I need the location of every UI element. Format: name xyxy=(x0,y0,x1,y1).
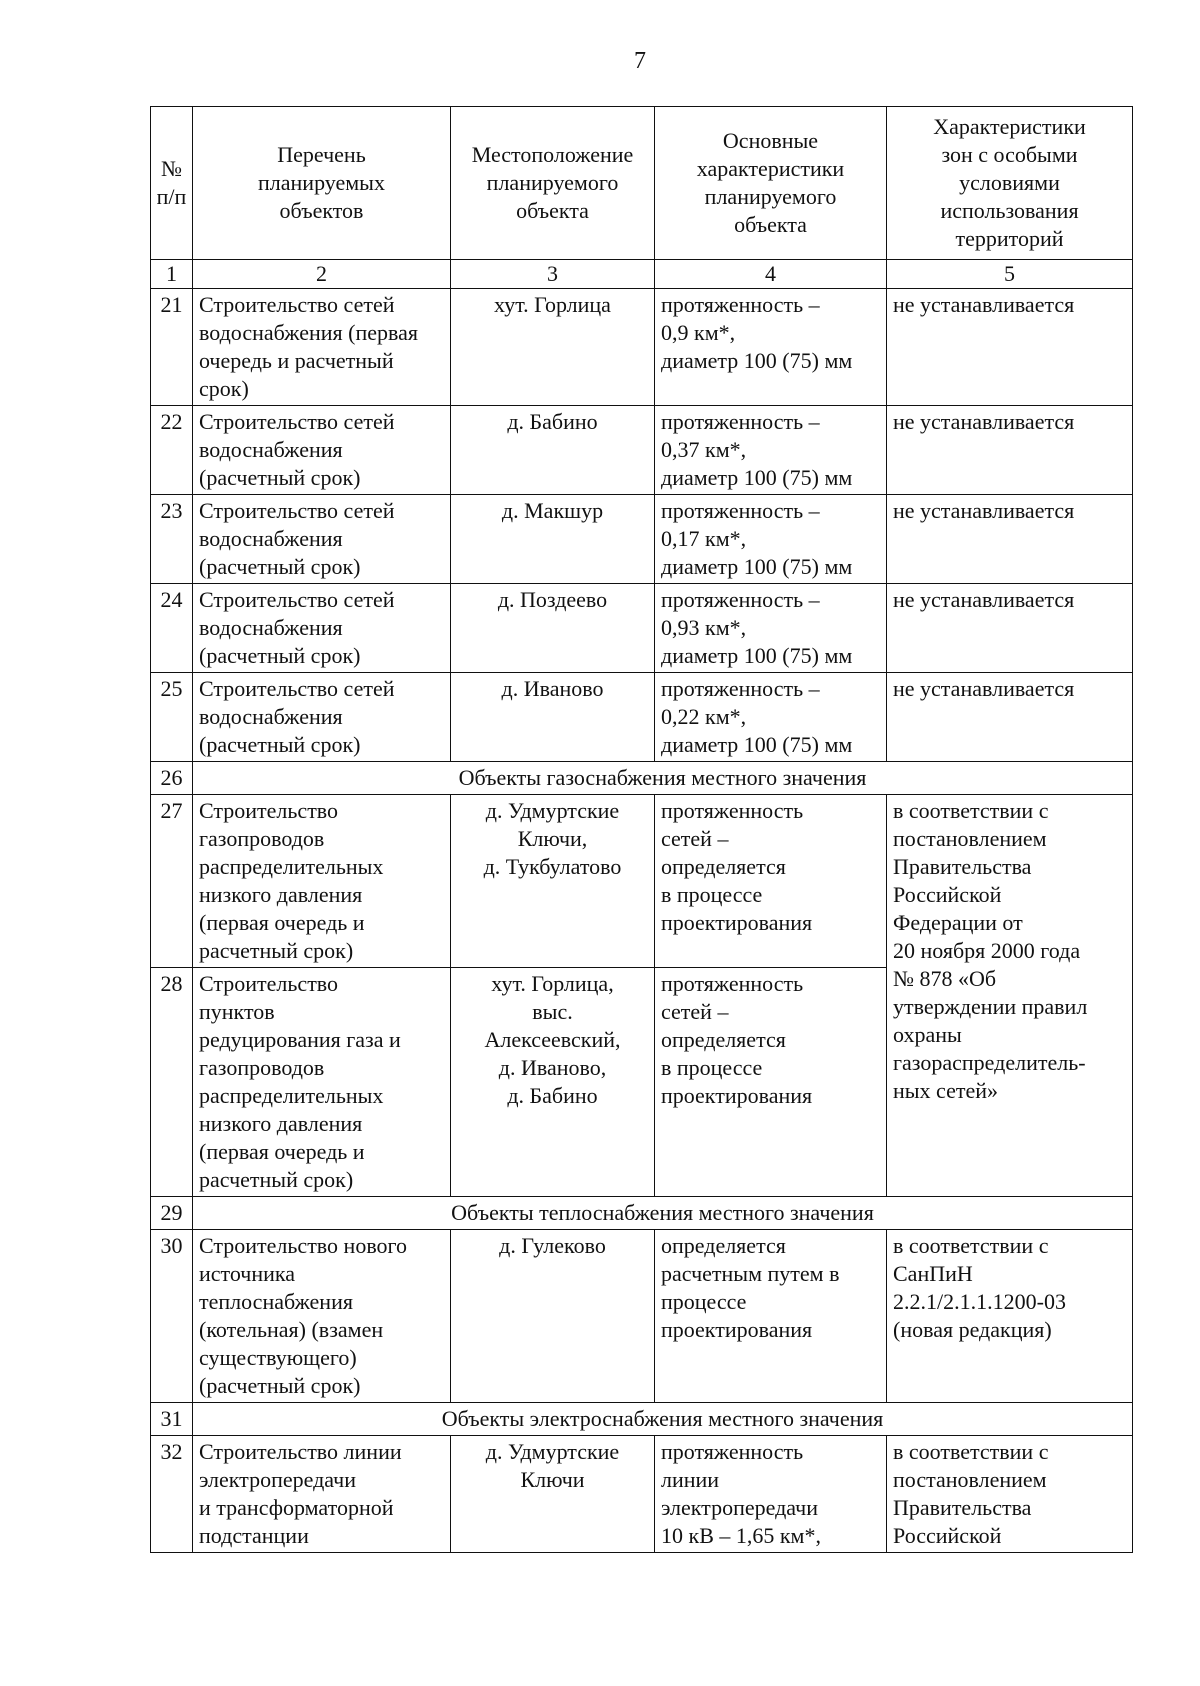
object-location: д. Поздеево xyxy=(451,584,655,673)
object-name: Строительство сетей водоснабжения (первая очередь и расчетный срок) xyxy=(193,289,451,406)
table-row xyxy=(151,1230,1133,1403)
object-characteristics: протяженность – 0,37 км*, диаметр 100 (75) мм xyxy=(655,406,887,495)
page-number: 7 xyxy=(634,48,646,74)
table-row xyxy=(151,406,1133,495)
zone-characteristics: не устанавливается xyxy=(887,673,1133,762)
zone-characteristics: не устанавливается xyxy=(887,289,1133,406)
row-number: 30 xyxy=(151,1230,193,1403)
row-number: 29 xyxy=(151,1197,193,1230)
object-location: хут. Горлица, выс. Алексеевский, д. Иваново, д. Бабино xyxy=(451,968,655,1197)
row-number: 28 xyxy=(151,968,193,1197)
object-location: д. Бабино xyxy=(451,406,655,495)
section-title: Объекты теплоснабжения местного значения xyxy=(193,1197,1133,1230)
object-location: хут. Горлица xyxy=(451,289,655,406)
table-header-row xyxy=(151,107,1133,260)
object-characteristics: протяженность сетей – определяется в процессе проектирования xyxy=(655,968,887,1197)
header-zones: Характеристики зон с особыми условиями использования территорий xyxy=(887,107,1133,260)
object-name: Строительство сетей водоснабжения (расчетный срок) xyxy=(193,495,451,584)
object-characteristics: протяженность линии электропередачи 10 кВ – 1,65 км*, xyxy=(655,1436,887,1553)
object-location: д. Макшур xyxy=(451,495,655,584)
section-title: Объекты электроснабжения местного значения xyxy=(193,1403,1133,1436)
column-index: 5 xyxy=(887,260,1133,289)
zone-characteristics: в соответствии с СанПиН 2.2.1/2.1.1.1200-03 (новая редакция) xyxy=(887,1230,1133,1403)
zone-characteristics: в соответствии с постановлением Правительства Российской Федерации от 20 ноября 2000 года № 878 «Об утверждении правил охраны газораспределитель- ных сетей» xyxy=(887,795,1133,1197)
header-location: Местоположение планируемого объекта xyxy=(451,107,655,260)
row-number: 31 xyxy=(151,1403,193,1436)
object-name: Строительство сетей водоснабжения (расчетный срок) xyxy=(193,406,451,495)
column-index: 3 xyxy=(451,260,655,289)
header-characteristics: Основные характеристики планируемого объекта xyxy=(655,107,887,260)
column-index: 1 xyxy=(151,260,193,289)
object-characteristics: протяженность сетей – определяется в процессе проектирования xyxy=(655,795,887,968)
zone-characteristics: в соответствии с постановлением Правительства Российской xyxy=(887,1436,1133,1553)
row-number: 22 xyxy=(151,406,193,495)
object-characteristics: протяженность – 0,22 км*, диаметр 100 (75) мм xyxy=(655,673,887,762)
zone-characteristics: не устанавливается xyxy=(887,406,1133,495)
zone-characteristics: не устанавливается xyxy=(887,584,1133,673)
section-row xyxy=(151,1403,1133,1436)
table-row xyxy=(151,495,1133,584)
table-row xyxy=(151,673,1133,762)
row-number: 24 xyxy=(151,584,193,673)
row-number: 32 xyxy=(151,1436,193,1553)
column-index-row xyxy=(151,260,1133,289)
column-index: 2 xyxy=(193,260,451,289)
object-name: Строительство газопроводов распределительных низкого давления (первая очередь и расчетный срок) xyxy=(193,795,451,968)
object-characteristics: протяженность – 0,93 км*, диаметр 100 (75) мм xyxy=(655,584,887,673)
table-row xyxy=(151,289,1133,406)
section-title: Объекты газоснабжения местного значения xyxy=(193,762,1133,795)
section-row xyxy=(151,1197,1133,1230)
zone-characteristics: не устанавливается xyxy=(887,495,1133,584)
row-number: 21 xyxy=(151,289,193,406)
object-location: д. Удмуртские Ключи, д. Тукбулатово xyxy=(451,795,655,968)
row-number: 26 xyxy=(151,762,193,795)
table-row xyxy=(151,795,1133,968)
object-name: Строительство пунктов редуцирования газа и газопроводов распределительных низкого давления (первая очередь и расчетный срок) xyxy=(193,968,451,1197)
object-name: Строительство линии электропередачи и трансформаторной подстанции xyxy=(193,1436,451,1553)
table-row xyxy=(151,1436,1133,1553)
object-location: д. Гулеково xyxy=(451,1230,655,1403)
object-location: д. Иваново xyxy=(451,673,655,762)
object-location: д. Удмуртские Ключи xyxy=(451,1436,655,1553)
object-name: Строительство сетей водоснабжения (расчетный срок) xyxy=(193,584,451,673)
column-index: 4 xyxy=(655,260,887,289)
header-num: № п/п xyxy=(151,107,193,260)
row-number: 23 xyxy=(151,495,193,584)
object-name: Строительство нового источника теплоснабжения (котельная) (взамен существующего) (расчетный срок) xyxy=(193,1230,451,1403)
object-characteristics: протяженность – 0,17 км*, диаметр 100 (75) мм xyxy=(655,495,887,584)
row-number: 25 xyxy=(151,673,193,762)
object-characteristics: определяется расчетным путем в процессе проектирования xyxy=(655,1230,887,1403)
planned-objects-table xyxy=(150,106,1133,1553)
object-name: Строительство сетей водоснабжения (расчетный срок) xyxy=(193,673,451,762)
row-number: 27 xyxy=(151,795,193,968)
table-row xyxy=(151,584,1133,673)
object-characteristics: протяженность – 0,9 км*, диаметр 100 (75) мм xyxy=(655,289,887,406)
section-row xyxy=(151,762,1133,795)
header-list: Перечень планируемых объектов xyxy=(193,107,451,260)
